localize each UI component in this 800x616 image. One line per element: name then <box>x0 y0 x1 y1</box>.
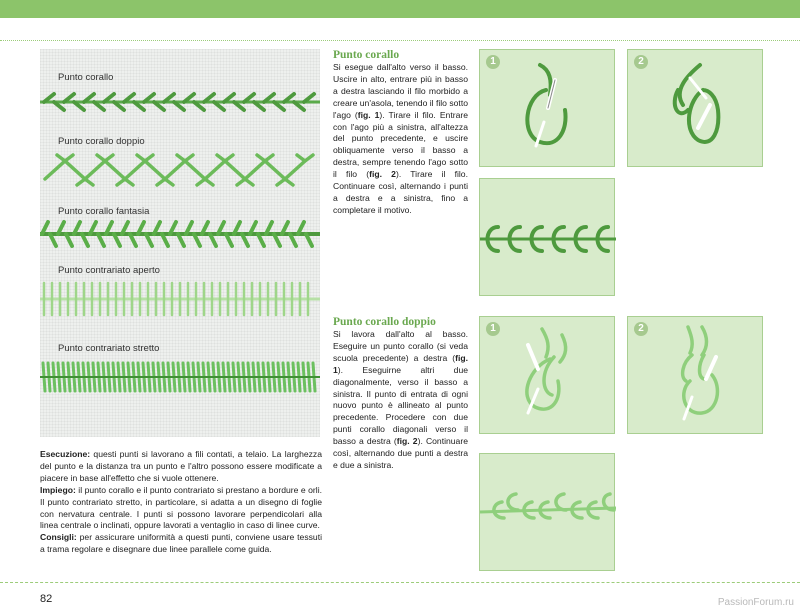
figure-1-punto-corallo-doppio <box>479 316 615 434</box>
figure-number-badge: 1 <box>486 322 500 336</box>
page-number: 82 <box>40 593 53 605</box>
figure-number-badge: 2 <box>634 322 648 336</box>
sample-label-punto-corallo-doppio: Punto corallo doppio <box>58 136 145 147</box>
general-instructions <box>40 449 322 556</box>
stitch-band-punto-contrariato-stretto <box>40 357 320 397</box>
bottom-divider <box>0 582 800 583</box>
top-accent-bar <box>0 0 800 18</box>
s2-text-3: ). Continuare così, alternando due punti a destra e due a sinistra. <box>333 436 468 470</box>
figure-1-punto-corallo <box>479 49 615 167</box>
figure-1-doppio-illustration <box>480 317 616 435</box>
consigli-text: per assicurare uniformità a questi punti, conviene usare tessuti a trama regolare e disegnare due linee parallele come guida. <box>40 532 322 555</box>
impiego-text: il punto corallo e il punto contrariato si prestano a bordure e orli. Il punto contrariato stretto, in particolare, si adatta a un disegno di foglie con nervatura centrale. I punti si possono lavorare perpendicolari alla linea centrale o inclinati, oppure lavorati a ventaglio in caso di linee curve. <box>40 484 322 531</box>
s1-fig1-ref: fig. 1 <box>357 109 380 120</box>
sample-label-punto-contrariato-aperto: Punto contrariato aperto <box>58 265 160 276</box>
figure-result-punto-corallo <box>479 178 615 296</box>
s1-text-2: ). Tirare il filo. Entrare con l'ago più a sinistra, all'altezza del punto precedente, e uscire obliquamente verso il basso a destra, sempre tenendo l'ago sotto il filo ( <box>333 109 468 180</box>
esecuzione-text: questi punti si lavorano a fili contati, a telaio. La larghezza del punto e la distanza tra un punto e l'altro possono essere modificate a piacere in base all'effetto che si vuole ottenere. <box>40 449 322 483</box>
sample-label-punto-contrariato-stretto: Punto contrariato stretto <box>58 343 160 354</box>
figure-number-badge: 1 <box>486 55 500 69</box>
s1-text-3: ). Tirare il filo. Continuare così, alternando i punti a destra e a sinistra, fino a completare il motivo. <box>333 169 468 215</box>
figure-result-doppio-illustration <box>480 454 616 572</box>
figure-result-punto-corallo-doppio <box>479 453 615 571</box>
section-text-punto-corallo <box>333 62 468 217</box>
figure-2-illustration <box>628 50 764 168</box>
s1-fig2-ref: fig. 2 <box>369 169 396 180</box>
section-text-punto-corallo-doppio <box>333 329 468 472</box>
stitch-band-punto-corallo-fantasia <box>40 217 320 251</box>
figure-2-doppio-illustration <box>628 317 764 435</box>
consigli-label: Consigli: <box>40 532 77 543</box>
section-title-punto-corallo-doppio: Punto corallo doppio <box>333 316 436 328</box>
stitch-band-punto-corallo <box>40 87 320 117</box>
figure-2-punto-corallo <box>627 49 763 167</box>
stitch-band-punto-corallo-doppio <box>40 149 320 189</box>
figure-result-illustration <box>480 179 616 297</box>
watermark: PassionForum.ru <box>717 597 794 608</box>
s2-fig1-ref: fig. 1 <box>333 352 468 375</box>
s1-text-1: Si esegue dall'alto verso il basso. Uscire in alto, entrare più in basso a destra lasciando il filo morbido a creare un'asola, tenendo il filo sotto l'ago ( <box>333 62 468 120</box>
sample-label-punto-corallo: Punto corallo <box>58 72 114 83</box>
s2-fig2-ref: fig. 2 <box>396 436 418 447</box>
figure-1-illustration <box>480 50 616 168</box>
section-title-punto-corallo: Punto corallo <box>333 49 400 61</box>
figure-number-badge: 2 <box>634 55 648 69</box>
s2-text-1: Si lavora dall'alto al basso. Eseguire un punto corallo (si veda scuola precedente) a destra ( <box>333 329 468 363</box>
impiego-label: Impiego: <box>40 484 76 495</box>
stitch-band-punto-contrariato-aperto <box>40 279 320 319</box>
s2-text-2: ). Eseguirne altri due diagonalmente, verso il basso a sinistra. Il punto di entrata di ogni nuovo punto è allineato al punto precedente. Procedere con due punti corallo diagonali verso il basso a destra ( <box>333 364 468 447</box>
top-divider <box>0 40 800 41</box>
figure-2-punto-corallo-doppio <box>627 316 763 434</box>
stitch-samples-photo <box>40 49 320 437</box>
esecuzione-label: Esecuzione: <box>40 449 91 459</box>
sample-label-punto-corallo-fantasia: Punto corallo fantasia <box>58 206 150 217</box>
